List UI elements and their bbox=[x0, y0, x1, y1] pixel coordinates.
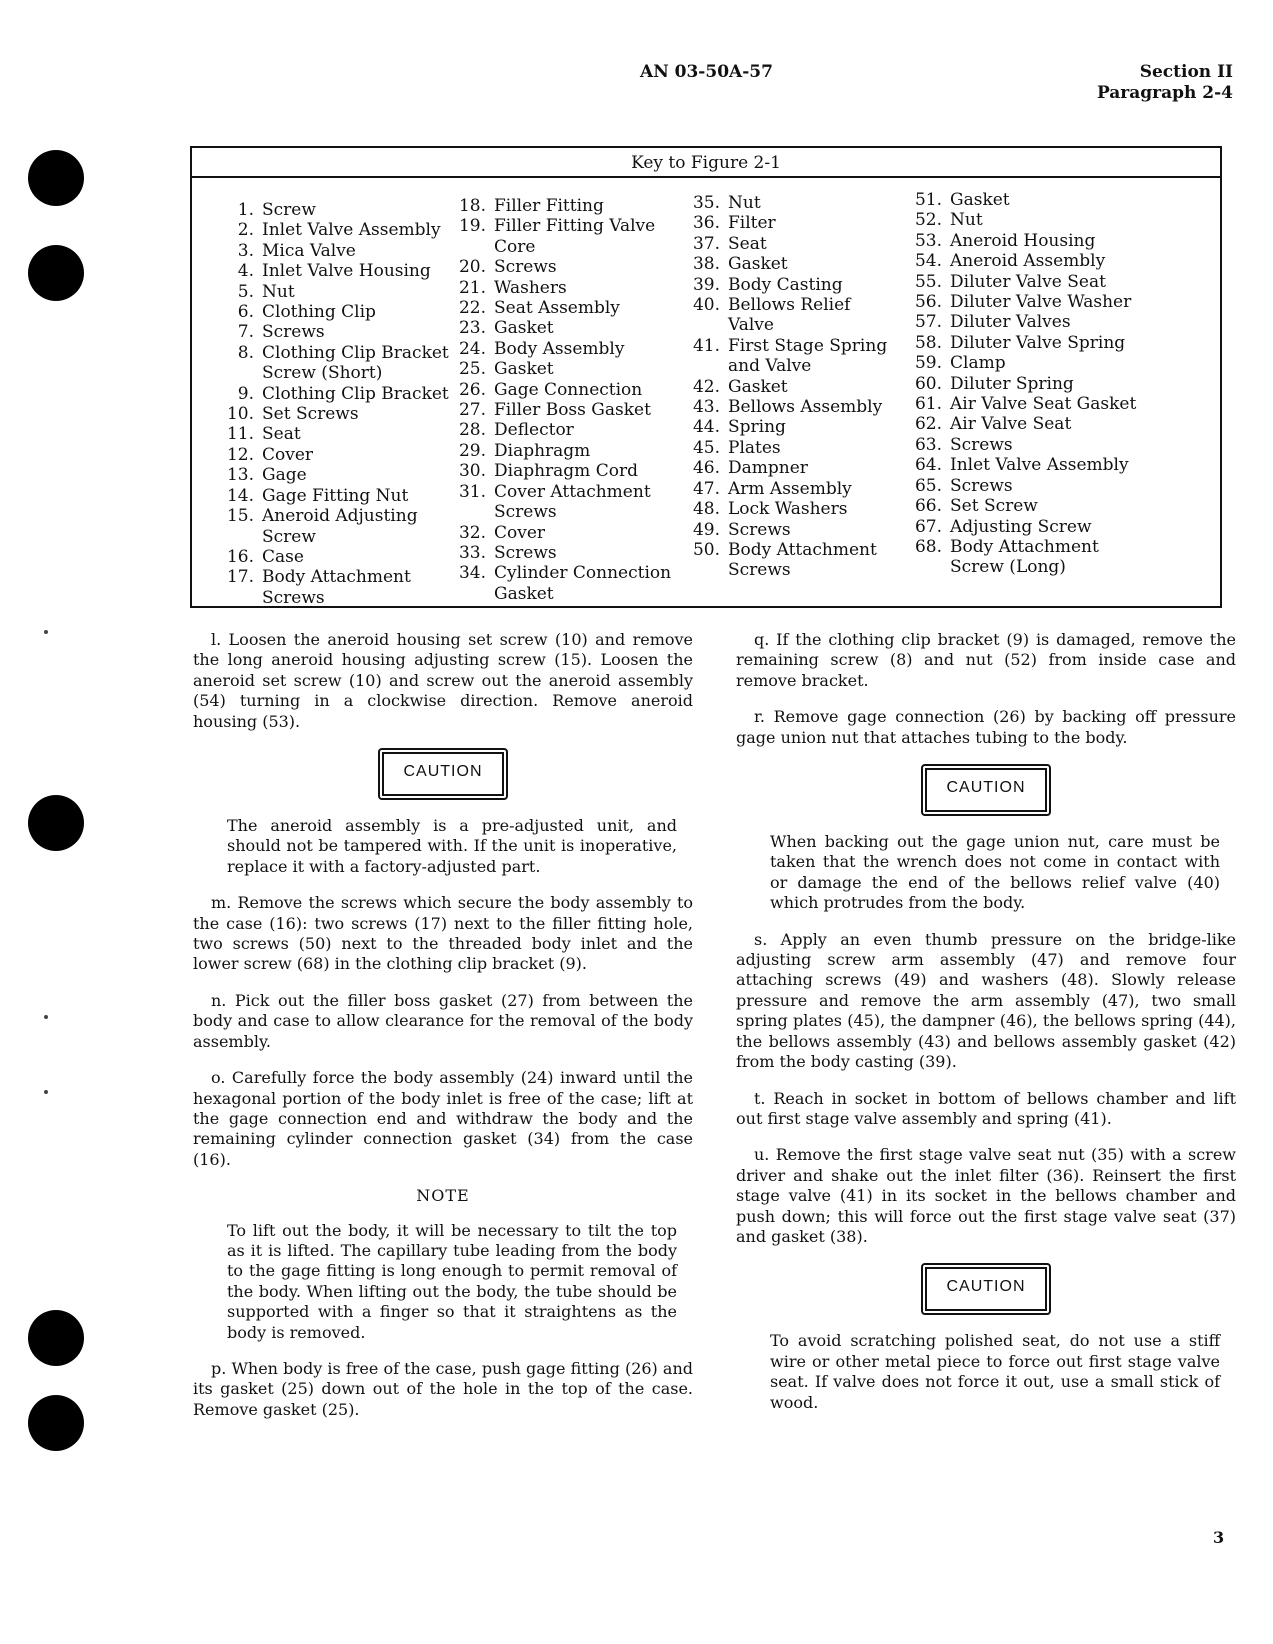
key-item bbox=[222, 506, 449, 526]
key-item-label: Valve bbox=[728, 315, 774, 336]
key-item-label: Air Valve Seat Gasket bbox=[950, 394, 1137, 415]
key-item-number: 5. bbox=[237, 281, 254, 302]
key-item bbox=[454, 584, 671, 604]
key-item-label: Gasket bbox=[494, 359, 554, 380]
key-item bbox=[688, 417, 887, 437]
key-item-number bbox=[454, 237, 486, 257]
key-item bbox=[222, 465, 449, 485]
key-item bbox=[910, 210, 1136, 230]
figure-key-title: Key to Figure 2-1 bbox=[192, 148, 1220, 178]
key-item-label: Deflector bbox=[494, 420, 574, 441]
key-item-label: Clamp bbox=[950, 353, 1006, 374]
key-item bbox=[910, 476, 1136, 496]
key-item-number: 48. bbox=[692, 499, 720, 520]
key-item bbox=[222, 404, 449, 424]
key-item bbox=[454, 380, 671, 400]
key-item-label: Gasket bbox=[950, 190, 1010, 210]
key-item-label: Seat bbox=[262, 424, 301, 445]
key-item-number: 32. bbox=[458, 522, 486, 543]
key-item-number: 65. bbox=[914, 475, 942, 496]
key-item-label: Spring bbox=[728, 417, 786, 438]
key-item-number: 22. bbox=[458, 298, 486, 319]
key-item-number: 25. bbox=[458, 359, 486, 380]
key-item-label: and Valve bbox=[728, 356, 812, 377]
key-column bbox=[910, 190, 1136, 578]
key-item-label: Body Attachment bbox=[950, 536, 1099, 557]
key-item-label: Filter bbox=[728, 213, 776, 234]
step-q: q. If the clothing clip bracket (9) is damaged, remove the remaining screw (8) and nut (52) from inside case and remove bracket. bbox=[736, 630, 1236, 690]
key-item-number: 12. bbox=[226, 444, 254, 465]
step-s: s. Apply an even thumb pressure on the bridge-like adjusting screw arm assembly (47) and remove four attaching screws (49) and washers (48). Slowly release pressure and remove the arm assembly (47), two small spring plates (45), the dampner (46), the bellows spring (44), the bellows assembly (43) and bellows assembly gasket (42) from the body casting (39). bbox=[736, 929, 1236, 1072]
key-item-number: 50. bbox=[692, 539, 720, 560]
key-item bbox=[222, 322, 449, 342]
step-m: m. Remove the screws which secure the body assembly to the case (16): two screws (17) next to the filler fitting hole, two screws (50) next to the threaded body inlet and the lower screw (68) in the clothing clip bracket (9). bbox=[193, 893, 693, 974]
key-item-label: Screws bbox=[262, 322, 325, 343]
key-item bbox=[688, 336, 887, 356]
key-item bbox=[688, 520, 887, 540]
key-item bbox=[910, 435, 1136, 455]
key-item-label: Set Screw bbox=[950, 496, 1038, 517]
key-item-number: 54. bbox=[914, 251, 942, 272]
key-item-number: 36. bbox=[692, 213, 720, 234]
key-item-number: 62. bbox=[914, 414, 942, 435]
key-item bbox=[454, 339, 671, 359]
margin-mark bbox=[44, 630, 48, 634]
key-item-number: 35. bbox=[692, 193, 720, 213]
key-item-number: 39. bbox=[692, 274, 720, 295]
section-label: Section II bbox=[1139, 62, 1233, 82]
key-item bbox=[454, 543, 671, 563]
key-item-number: 18. bbox=[458, 196, 486, 216]
key-item-number: 58. bbox=[914, 332, 942, 353]
key-item-number: 21. bbox=[458, 277, 486, 298]
key-item-number: 23. bbox=[458, 318, 486, 339]
key-item bbox=[454, 523, 671, 543]
figure-key-table bbox=[190, 146, 1222, 608]
key-item bbox=[910, 190, 1136, 210]
key-item bbox=[688, 254, 887, 274]
step-o: o. Carefully force the body assembly (24) inward until the hexagonal portion of the body inlet is free of the case; lift at the gage connection end and withdraw the body and the remaining cylinder connection gasket (34) from the case (16). bbox=[193, 1068, 693, 1169]
key-item-number: 68. bbox=[914, 536, 942, 557]
step-n: n. Pick out the filler boss gasket (27) from between the body and case to allow clearance for the removal of the body assembly. bbox=[193, 990, 693, 1051]
key-item-number bbox=[454, 502, 486, 522]
key-item-number: 17. bbox=[226, 567, 254, 588]
key-item-label: Case bbox=[262, 546, 304, 567]
key-item-label: Bellows Relief bbox=[728, 295, 851, 316]
key-item-number: 46. bbox=[692, 458, 720, 479]
key-item bbox=[222, 486, 449, 506]
key-item bbox=[910, 272, 1136, 292]
key-item-label: Nut bbox=[728, 193, 761, 213]
key-item-label: Filler Fitting Valve bbox=[494, 216, 656, 237]
key-item-number: 24. bbox=[458, 338, 486, 359]
key-item-label: Gage Connection bbox=[494, 379, 643, 400]
note-label: NOTE bbox=[416, 1186, 470, 1206]
key-item-label: Nut bbox=[262, 281, 295, 302]
key-item bbox=[910, 312, 1136, 332]
binder-hole bbox=[28, 1310, 84, 1366]
note-text: To lift out the body, it will be necessary to tilt the top as it is lifted. The capillary tube leading from the body to the gage fitting is long enough to permit removal of the body. When lifting out the body, the tube should be supported with a finger so that it straightens as the body is removed. bbox=[227, 1220, 677, 1342]
page-number: 3 bbox=[1213, 1528, 1225, 1547]
key-item-number bbox=[454, 584, 486, 604]
binder-hole bbox=[28, 795, 84, 851]
key-item-number: 66. bbox=[914, 496, 942, 517]
key-item-number: 11. bbox=[226, 424, 254, 445]
key-item-label: Screws bbox=[950, 434, 1013, 455]
key-item-label: Nut bbox=[950, 210, 983, 231]
key-item bbox=[222, 547, 449, 567]
key-item-number: 8. bbox=[237, 342, 254, 363]
key-item bbox=[222, 588, 449, 608]
key-item-label: Diluter Spring bbox=[950, 373, 1074, 394]
key-column bbox=[222, 200, 449, 608]
key-item bbox=[454, 502, 671, 522]
key-item bbox=[222, 302, 449, 322]
key-item-label: Screws bbox=[950, 475, 1013, 496]
key-item-number: 45. bbox=[692, 437, 720, 458]
key-item bbox=[454, 441, 671, 461]
key-item-label: Clothing Clip bbox=[262, 302, 376, 323]
key-item bbox=[688, 377, 887, 397]
key-item-number: 38. bbox=[692, 254, 720, 275]
key-item-label: Arm Assembly bbox=[728, 478, 852, 499]
key-item-number: 27. bbox=[458, 400, 486, 421]
step-r: r. Remove gage connection (26) by backing off pressure gage union nut that attaches tubing to the body. bbox=[736, 707, 1236, 747]
key-item bbox=[910, 455, 1136, 475]
key-item bbox=[454, 298, 671, 318]
step-t: t. Reach in socket in bottom of bellows chamber and lift out first stage valve assembly and spring (41). bbox=[736, 1088, 1236, 1128]
key-item bbox=[688, 479, 887, 499]
key-item bbox=[222, 363, 449, 383]
key-item-number: 34. bbox=[458, 563, 486, 584]
key-item bbox=[454, 278, 671, 298]
key-item-number bbox=[222, 588, 254, 608]
key-column bbox=[688, 193, 887, 581]
key-item-label: Cylinder Connection bbox=[494, 563, 672, 584]
key-item-label: Diluter Valves bbox=[950, 312, 1071, 333]
key-item-label: Screw bbox=[262, 200, 316, 220]
key-item-number: 59. bbox=[914, 353, 942, 374]
step-u: u. Remove the first stage valve seat nut (35) with a screw driver and shake out the inlet filter (36). Reinsert the first stage valve (41) in its socket in the bellows chamber and push down; this will force out the first stage valve seat (37) and gasket (38). bbox=[736, 1145, 1236, 1246]
key-item bbox=[454, 563, 671, 583]
paragraph-label: Paragraph 2-4 bbox=[1096, 83, 1233, 103]
key-item-number: 63. bbox=[914, 434, 942, 455]
key-item-number: 42. bbox=[692, 376, 720, 397]
key-item-number: 28. bbox=[458, 420, 486, 441]
key-item-label: Core bbox=[494, 236, 536, 257]
key-item-number bbox=[688, 315, 720, 335]
key-item-label: Aneroid Assembly bbox=[950, 251, 1106, 272]
key-item bbox=[910, 353, 1136, 373]
key-item-number bbox=[222, 527, 254, 547]
right-text-column bbox=[736, 630, 1236, 1429]
key-item bbox=[688, 234, 887, 254]
key-item bbox=[454, 216, 671, 236]
key-item-label: Dampner bbox=[728, 458, 808, 479]
key-item-label: Body Casting bbox=[728, 274, 843, 295]
key-item-number bbox=[910, 557, 942, 577]
key-item-label: Mica Valve bbox=[262, 240, 356, 261]
key-item bbox=[222, 261, 449, 281]
key-item bbox=[688, 458, 887, 478]
key-item-label: Diluter Valve Seat bbox=[950, 271, 1106, 292]
key-item bbox=[688, 295, 887, 315]
key-item-label: Gasket bbox=[728, 254, 788, 275]
key-item-label: Inlet Valve Assembly bbox=[262, 220, 441, 241]
key-item-number: 3. bbox=[237, 240, 254, 261]
key-item-label: Diluter Valve Spring bbox=[950, 332, 1126, 353]
key-item bbox=[910, 496, 1136, 516]
key-item-label: Cover bbox=[494, 522, 546, 543]
key-item-label: Inlet Valve Assembly bbox=[950, 455, 1129, 476]
key-item-number bbox=[688, 356, 720, 376]
key-item-label: Clothing Clip Bracket bbox=[262, 383, 449, 404]
key-item bbox=[688, 193, 887, 213]
key-item-label: Gage Fitting Nut bbox=[262, 485, 409, 506]
key-item-label: Filler Boss Gasket bbox=[494, 400, 651, 421]
margin-mark bbox=[44, 1090, 48, 1094]
key-item-label: Gasket bbox=[494, 318, 554, 339]
key-item bbox=[454, 461, 671, 481]
key-item-number: 15. bbox=[226, 506, 254, 527]
caution-label: CAUTION bbox=[921, 764, 1051, 816]
key-item-number: 4. bbox=[237, 261, 254, 282]
key-item-number: 53. bbox=[914, 230, 942, 251]
key-item bbox=[222, 445, 449, 465]
key-item bbox=[222, 527, 449, 547]
key-item-label: Air Valve Seat bbox=[950, 414, 1072, 435]
key-item-label: Screws bbox=[494, 542, 557, 563]
key-item-number: 19. bbox=[458, 216, 486, 237]
key-item bbox=[910, 414, 1136, 434]
key-item bbox=[688, 499, 887, 519]
key-item-number: 37. bbox=[692, 233, 720, 254]
left-text-column bbox=[193, 630, 693, 1436]
key-item-number: 30. bbox=[458, 461, 486, 482]
key-item bbox=[910, 517, 1136, 537]
key-item-number: 2. bbox=[237, 220, 254, 241]
key-item-number: 16. bbox=[226, 546, 254, 567]
key-item bbox=[222, 384, 449, 404]
key-item-label: Gage bbox=[262, 465, 307, 486]
key-item-label: Screws bbox=[728, 560, 791, 581]
key-item-number: 43. bbox=[692, 397, 720, 418]
key-item-number: 60. bbox=[914, 373, 942, 394]
key-item-number: 33. bbox=[458, 542, 486, 563]
caution-label: CAUTION bbox=[378, 748, 508, 800]
key-item-number: 40. bbox=[692, 295, 720, 316]
key-item bbox=[454, 400, 671, 420]
caution-label: CAUTION bbox=[921, 1263, 1051, 1315]
key-item-label: Screw (Long) bbox=[950, 557, 1066, 578]
key-item bbox=[910, 333, 1136, 353]
key-item-number: 7. bbox=[237, 322, 254, 343]
key-item-number: 14. bbox=[226, 485, 254, 506]
key-item bbox=[222, 343, 449, 363]
key-item bbox=[222, 200, 449, 220]
key-item-label: Screws bbox=[262, 587, 325, 608]
key-item bbox=[688, 560, 887, 580]
key-item-number: 52. bbox=[914, 210, 942, 231]
key-item bbox=[222, 567, 449, 587]
key-item bbox=[222, 282, 449, 302]
key-item-label: Screw bbox=[262, 526, 316, 547]
margin-mark bbox=[44, 1015, 48, 1019]
key-item-label: Seat bbox=[728, 233, 767, 254]
key-item-number: 55. bbox=[914, 271, 942, 292]
key-item-label: Clothing Clip Bracket bbox=[262, 342, 449, 363]
key-item-number: 56. bbox=[914, 292, 942, 313]
binder-hole bbox=[28, 1395, 84, 1451]
key-item-label: Bellows Assembly bbox=[728, 397, 883, 418]
caution-text: The aneroid assembly is a pre-adjusted unit, and should not be tampered with. If the unit is inoperative, replace it with a factory-adjusted part. bbox=[227, 816, 677, 876]
key-item-number: 1. bbox=[237, 200, 254, 220]
key-item-number: 29. bbox=[458, 440, 486, 461]
key-item-label: Plates bbox=[728, 437, 781, 458]
key-item bbox=[688, 275, 887, 295]
key-item-label: Cover bbox=[262, 444, 314, 465]
key-item-label: Screws bbox=[494, 502, 557, 523]
key-item-number bbox=[222, 363, 254, 383]
key-item-label: Set Screws bbox=[262, 404, 359, 425]
key-item-number: 13. bbox=[226, 465, 254, 486]
key-item bbox=[688, 540, 887, 560]
key-item-number: 9. bbox=[237, 383, 254, 404]
key-item bbox=[454, 196, 671, 216]
key-item bbox=[454, 257, 671, 277]
key-item-label: Body Attachment bbox=[262, 567, 411, 588]
key-item-number: 51. bbox=[914, 190, 942, 210]
document-number: AN 03-50A-57 bbox=[640, 62, 773, 82]
key-item bbox=[910, 292, 1136, 312]
key-item-label: Aneroid Housing bbox=[950, 230, 1096, 251]
key-item-label: Diluter Valve Washer bbox=[950, 292, 1132, 313]
key-item-label: Screw (Short) bbox=[262, 363, 383, 384]
binder-hole bbox=[28, 150, 84, 206]
key-item bbox=[222, 424, 449, 444]
key-item bbox=[454, 420, 671, 440]
key-item-number: 41. bbox=[692, 335, 720, 356]
key-item bbox=[910, 394, 1136, 414]
caution-text: When backing out the gage union nut, care must be taken that the wrench does not come in contact with or damage the end of the bellows relief valve (40) which protrudes from the body. bbox=[770, 832, 1220, 913]
key-item-label: Lock Washers bbox=[728, 499, 848, 520]
key-item-label: Screws bbox=[728, 519, 791, 540]
key-item-label: Washers bbox=[494, 277, 567, 298]
key-item-number bbox=[688, 560, 720, 580]
key-item bbox=[688, 356, 887, 376]
key-item bbox=[454, 237, 671, 257]
key-column bbox=[454, 196, 671, 604]
key-item-label: Inlet Valve Housing bbox=[262, 261, 431, 282]
key-item-number: 20. bbox=[458, 257, 486, 278]
key-item bbox=[910, 374, 1136, 394]
key-item bbox=[454, 482, 671, 502]
key-item bbox=[454, 359, 671, 379]
key-item-number: 49. bbox=[692, 519, 720, 540]
key-item-label: Gasket bbox=[728, 376, 788, 397]
key-item-label: Aneroid Adjusting bbox=[262, 506, 418, 527]
key-item bbox=[910, 557, 1136, 577]
key-item bbox=[910, 537, 1136, 557]
key-item-number: 26. bbox=[458, 379, 486, 400]
key-item-number: 57. bbox=[914, 312, 942, 333]
key-item-label: Cover Attachment bbox=[494, 481, 651, 502]
key-item bbox=[688, 213, 887, 233]
key-item bbox=[910, 251, 1136, 271]
key-item bbox=[688, 397, 887, 417]
key-item-number: 10. bbox=[226, 404, 254, 425]
binder-hole bbox=[28, 245, 84, 301]
key-item-number: 64. bbox=[914, 455, 942, 476]
key-item-label: Diaphragm Cord bbox=[494, 461, 638, 482]
key-item-label: Gasket bbox=[494, 583, 554, 604]
step-p: p. When body is free of the case, push gage fitting (26) and its gasket (25) down out of the hole in the top of the case. Remove gasket (25). bbox=[193, 1358, 693, 1419]
key-item bbox=[222, 220, 449, 240]
key-item-label: Filler Fitting bbox=[494, 196, 604, 216]
step-l: l. Loosen the aneroid housing set screw (10) and remove the long aneroid housing adjusting screw (15). Loosen the aneroid set screw (10) and screw out the aneroid assembly (54) turning in a clockwise direction. Remove aneroid housing (53). bbox=[193, 630, 693, 731]
key-item-number: 31. bbox=[458, 481, 486, 502]
key-item-number: 6. bbox=[237, 302, 254, 323]
key-item-label: Adjusting Screw bbox=[950, 516, 1092, 537]
key-item-label: Screws bbox=[494, 257, 557, 278]
key-item-number: 47. bbox=[692, 478, 720, 499]
key-item bbox=[688, 315, 887, 335]
key-item-label: First Stage Spring bbox=[728, 335, 888, 356]
key-item-number: 67. bbox=[914, 516, 942, 537]
caution-text: To avoid scratching polished seat, do not use a stiff wire or other metal piece to force out first stage valve seat. If valve does not force it out, use a small stick of wood. bbox=[770, 1331, 1220, 1412]
key-item-label: Diaphragm bbox=[494, 440, 591, 461]
key-item-number: 44. bbox=[692, 417, 720, 438]
key-item-number: 61. bbox=[914, 394, 942, 415]
key-item bbox=[222, 241, 449, 261]
key-item bbox=[910, 231, 1136, 251]
key-item-label: Seat Assembly bbox=[494, 298, 620, 319]
key-item bbox=[688, 438, 887, 458]
section-reference bbox=[1097, 62, 1233, 104]
key-item-label: Body Attachment bbox=[728, 539, 877, 560]
key-item bbox=[454, 318, 671, 338]
key-item-label: Body Assembly bbox=[494, 338, 625, 359]
